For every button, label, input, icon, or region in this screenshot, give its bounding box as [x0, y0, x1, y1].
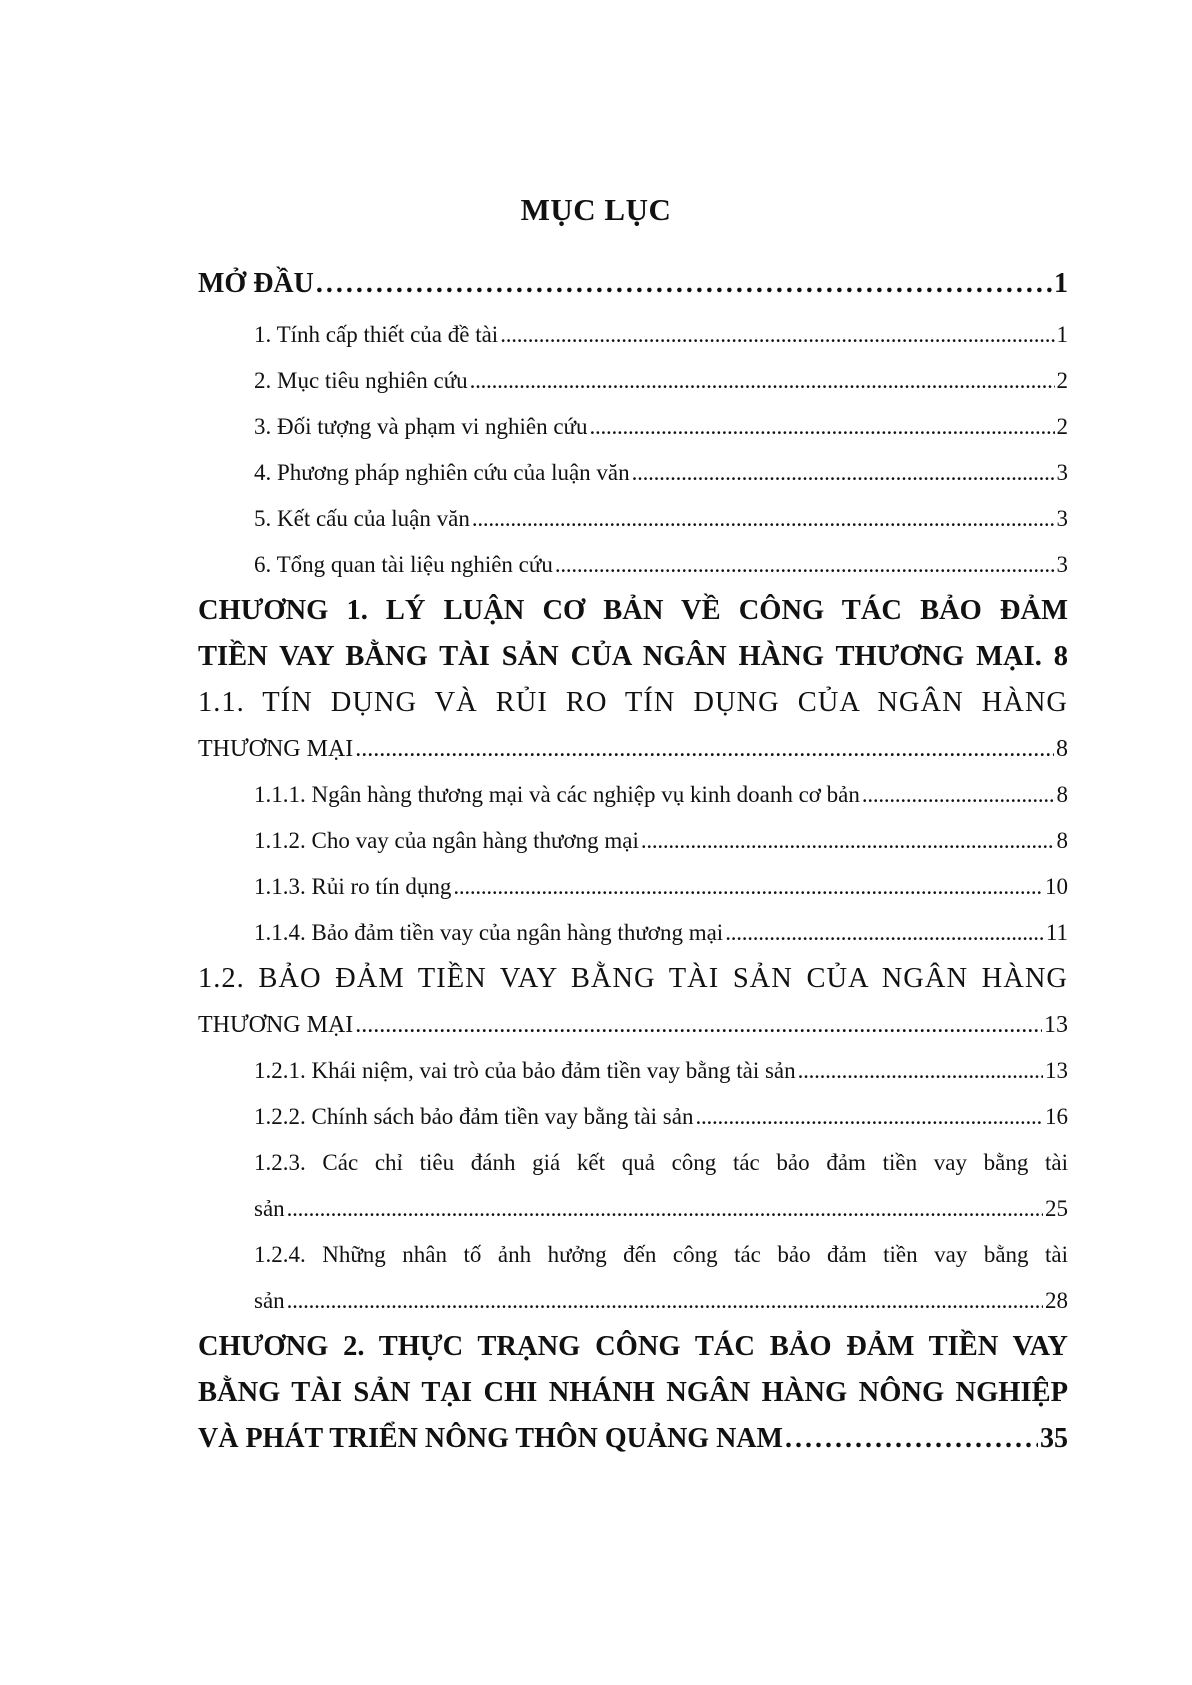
- toc-entry-label: 1.1.3. Rủi ro tín dụng: [254, 874, 452, 899]
- toc-entry: [198, 1094, 1068, 1140]
- toc-page-number: 1: [1054, 268, 1068, 299]
- dot-leader: [798, 1048, 1043, 1094]
- toc-page-number: 35: [1040, 1423, 1068, 1454]
- toc-entry-label: MỞ ĐẦU: [198, 268, 314, 299]
- toc-page-number: 8: [1056, 828, 1068, 853]
- toc-entry-1-2-4-line-1: 1.2.4. Những nhân tố ảnh hưởng đến công tác bảo đảm tiền vay bằng tài: [254, 1242, 1068, 1267]
- toc-page-number: 8: [1056, 736, 1068, 762]
- toc-chapter-1-line-2: TIỀN VAY BẰNG TÀI SẢN CỦA NGÂN HÀNG THƯƠNG MẠI. 8: [198, 641, 1068, 672]
- toc-entry-label: sản: [254, 1196, 285, 1221]
- toc-entry-label: 5. Kết cấu của luận văn: [254, 506, 470, 531]
- toc-entry: [198, 404, 1068, 450]
- dot-leader: [632, 450, 1055, 496]
- toc-entry: [198, 772, 1068, 818]
- toc-entry: [198, 496, 1068, 542]
- toc-entry: [198, 864, 1068, 910]
- toc-page-number: 25: [1045, 1196, 1068, 1221]
- toc-chapter-2-line-2: BẰNG TÀI SẢN TẠI CHI NHÁNH NGÂN HÀNG NÔNG NGHIỆP: [198, 1377, 1068, 1408]
- toc-entry-intro: [198, 256, 1068, 312]
- toc-entry-label: 1.2.1. Khái niệm, vai trò của bảo đảm tiền vay bằng tài sản: [254, 1058, 796, 1083]
- toc-chapter-1-line-1: CHƯƠNG 1. LÝ LUẬN CƠ BẢN VỀ CÔNG TÁC BẢO ĐẢM: [198, 595, 1068, 626]
- toc-entry-label: 1. Tính cấp thiết của đề tài: [254, 322, 499, 347]
- toc-entry-label: 1.1.2. Cho vay của ngân hàng thương mại: [254, 828, 639, 853]
- toc-page-number: 11: [1045, 920, 1068, 945]
- toc-entry-label: sản: [254, 1288, 285, 1313]
- toc-entry-label: 1.1.1. Ngân hàng thương mại và các nghiệp vụ kinh doanh cơ bản: [254, 782, 860, 807]
- toc-page-number: 16: [1045, 1104, 1068, 1129]
- toc-page-number: 3: [1056, 506, 1068, 531]
- toc-entry-label: 6. Tổng quan tài liệu nghiên cứu: [254, 552, 553, 577]
- toc-entry: [198, 450, 1068, 496]
- dot-leader: [287, 1278, 1043, 1324]
- toc-page-number: 13: [1045, 1058, 1068, 1083]
- toc-entry: [198, 818, 1068, 864]
- toc-entry-label: THƯƠNG MẠI: [198, 736, 354, 762]
- toc-page-number: 2: [1056, 414, 1068, 439]
- toc-section-1-2-line-2: [198, 1002, 1068, 1048]
- dot-leader: [590, 404, 1055, 450]
- toc-section-1-1-line-2: [198, 726, 1068, 772]
- toc-page-number: 10: [1045, 874, 1068, 899]
- toc-entry-1-2-3-line-1: 1.2.3. Các chỉ tiêu đánh giá kết quả công tác bảo đảm tiền vay bằng tài: [254, 1150, 1068, 1175]
- toc-title: MỤC LỤC: [520, 192, 672, 227]
- toc-page-number: 2: [1056, 368, 1068, 393]
- toc-page-number: 3: [1056, 552, 1068, 577]
- dot-leader: [695, 1094, 1043, 1140]
- dot-leader: [287, 1186, 1043, 1232]
- dot-leader: [500, 312, 1054, 358]
- toc-page-number: 13: [1044, 1012, 1068, 1038]
- toc-entry-label: 3. Đối tượng và phạm vi nghiên cứu: [254, 414, 588, 439]
- toc-page-number: 28: [1045, 1288, 1068, 1313]
- dot-leader: [785, 1416, 1038, 1462]
- toc-chapter-2-line-1: CHƯƠNG 2. THỰC TRẠNG CÔNG TÁC BẢO ĐẢM TIỀN VAY: [198, 1331, 1068, 1362]
- dot-leader: [725, 910, 1044, 956]
- dot-leader: [355, 1002, 1042, 1048]
- toc-entry-label: 1.2.2. Chính sách bảo đảm tiền vay bằng tài sản: [254, 1104, 694, 1129]
- dot-leader: [355, 726, 1054, 772]
- toc-entry-label: 4. Phương pháp nghiên cứu của luận văn: [254, 460, 630, 485]
- dot-leader: [555, 542, 1055, 588]
- dot-leader: [316, 256, 1052, 312]
- dot-leader: [453, 864, 1043, 910]
- toc-section-1-1-line-1: 1.1. TÍN DỤNG VÀ RỦI RO TÍN DỤNG CỦA NGÂN HÀNG: [198, 687, 1068, 718]
- toc-entry-label: 1.1.4. Bảo đảm tiền vay của ngân hàng thương mại: [254, 920, 724, 945]
- toc-section-1-2-line-1: 1.2. BẢO ĐẢM TIỀN VAY BẰNG TÀI SẢN CỦA NGÂN HÀNG: [198, 963, 1068, 994]
- toc-entry: [198, 312, 1068, 358]
- toc-page-number: 3: [1056, 460, 1068, 485]
- table-of-contents: [198, 256, 1068, 1462]
- toc-entry: [198, 542, 1068, 588]
- toc-entry-1-2-3-line-2: [198, 1186, 1068, 1232]
- toc-entry: [198, 910, 1068, 956]
- toc-page-number: 1: [1056, 322, 1068, 347]
- toc-entry-label: THƯƠNG MẠI: [198, 1012, 354, 1038]
- dot-leader: [472, 496, 1055, 542]
- toc-entry-label: VÀ PHÁT TRIỂN NÔNG THÔN QUẢNG NAM: [198, 1423, 783, 1454]
- dot-leader: [862, 772, 1055, 818]
- dot-leader: [641, 818, 1055, 864]
- toc-page-number: 8: [1056, 782, 1068, 807]
- toc-entry-1-2-4-line-2: [198, 1278, 1068, 1324]
- dot-leader: [470, 358, 1055, 404]
- toc-entry: [198, 358, 1068, 404]
- toc-entry: [198, 1048, 1068, 1094]
- toc-entry-label: 2. Mục tiêu nghiên cứu: [254, 368, 468, 393]
- toc-chapter-2-line-3: [198, 1416, 1068, 1462]
